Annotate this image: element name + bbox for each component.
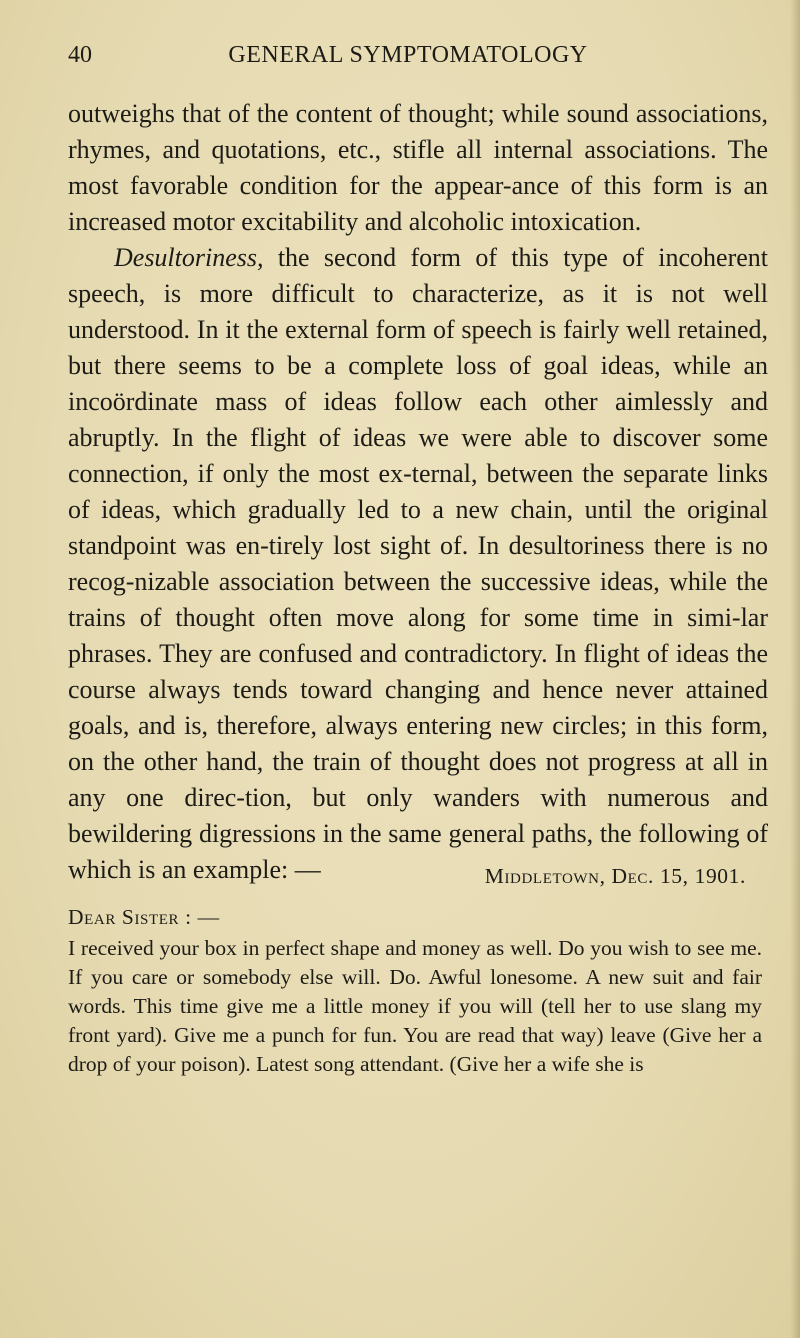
main-text [68,96,768,888]
page-header [68,42,748,76]
letter-body: I received your box in perfect shape and money as well. Do you wish to see me. If you care or somebody else will. Do. Awful lonesome. A new suit and fair words. This time give me a little money if you will (tell her to use slang my front yard). Give me a punch for fun. You are read that way) leave (Give her a drop of your poison). Latest song attendant. (Give her a wife she is [68,936,762,1076]
page-edge-shadow [790,0,800,1338]
term-desultoriness: Desultoriness, [114,243,264,272]
running-head: GENERAL SYMPTOMATOLOGY [228,42,588,68]
paragraph-2 [68,240,768,888]
paragraph-2-text: the second form of this type of incoherent speech, is more difficult to characterize, as it is not well understood. In it the external form of speech is fairly well retained, but there seems to be a complete loss of goal ideas, while an incoördinate mass of ideas follow each other aimlessly and abruptly. In the flight of ideas we were able to discover some connection, if only the most ex-ternal, between the separate links of ideas, which gradually led to a new chain, until the original standpoint was en-tirely lost sight of. In desultoriness there is no recog-nizable association between the successive ideas, while the trains of thought often move along for some time in simi-lar phrases. They are confused and contradictory. In flight of ideas the course always tends toward changing and hence never attained goals, and is, therefore, always entering new circles; in this form, on the other hand, the train of thought does not progress at all in any one direc-tion, but only wanders with numerous and bewildering digressions in the same general paths, the following of which is an example: — [68,243,768,884]
letter-example [68,862,762,1079]
letter-salutation: Dear Sister : — [68,905,220,929]
letter-date-line: Middletown, Dec. 15, 1901. [484,864,746,888]
page-number: 40 [68,42,92,68]
paragraph-1: outweighs that of the content of thought; while sound associations, rhymes, and quotations, etc., stifle all internal associations. The most favorable condition for the appear-ance of this form is an increased motor excitability and alcoholic intoxication. [68,99,768,236]
